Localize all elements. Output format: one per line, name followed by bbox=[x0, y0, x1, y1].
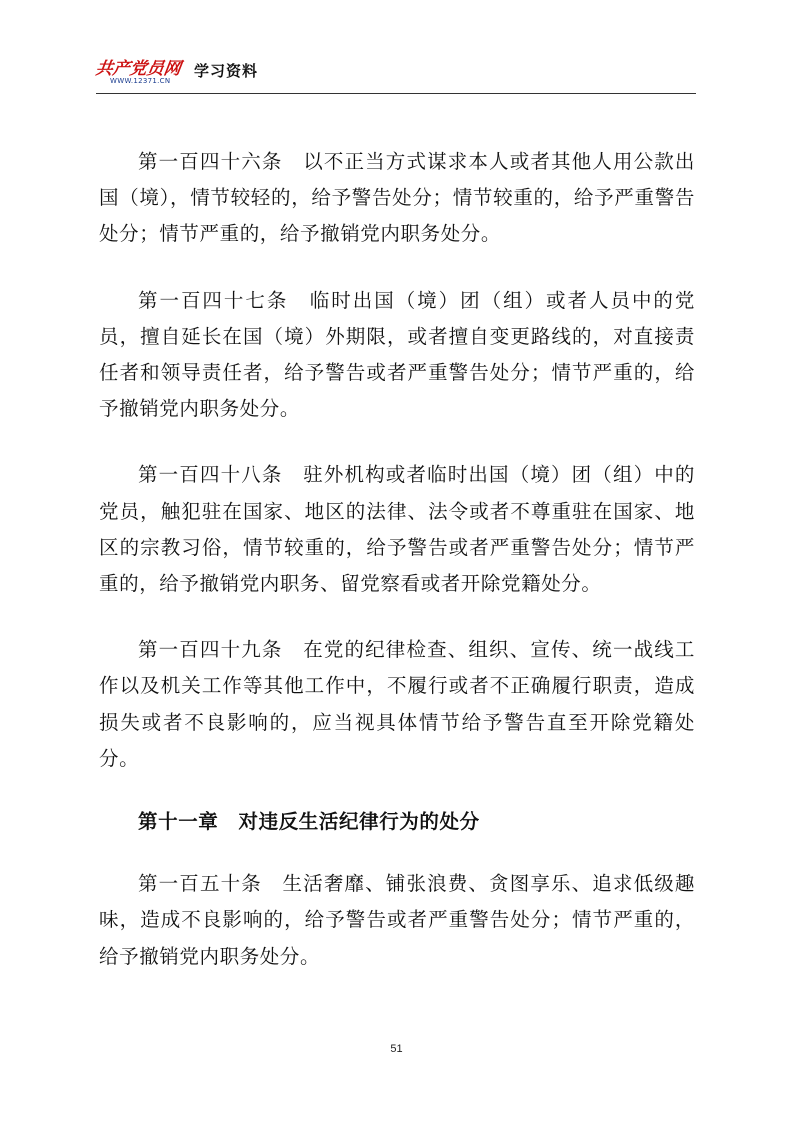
page-header bbox=[96, 54, 696, 96]
page-number: 51 bbox=[390, 1043, 403, 1055]
header-label: 学习资料 bbox=[194, 62, 259, 80]
logo-url: WWW.12371.CN bbox=[110, 77, 171, 85]
article-147: 第一百四十七条 临时出国（境）团（组）或者人员中的党员，擅自延长在国（境）外期限，或者擅自变更路线的，对直接责任者和领导责任者，给予警告或者严重警告处分；情节严重的，给予撤销党内职务处分。 bbox=[99, 288, 695, 421]
document-body bbox=[99, 144, 695, 975]
article-146: 第一百四十六条 以不正当方式谋求本人或者其他人用公款出国（境），情节较轻的，给予警告处分；情节较重的，给予严重警告处分；情节严重的，给予撤销党内职务处分。 bbox=[99, 150, 695, 246]
header-divider bbox=[96, 93, 696, 94]
chapter-heading: 第十一章 对违反生活纪律行为的处分 bbox=[138, 810, 480, 834]
logo-wordmark: 共产党员网 bbox=[94, 59, 183, 79]
site-logo bbox=[96, 54, 188, 92]
article-150: 第一百五十条 生活奢靡、铺张浪费、贪图享乐、追求低级趣味，造成不良影响的，给予警告或者严重警告处分；情节严重的，给予撤销党内职务处分。 bbox=[99, 872, 695, 968]
article-149: 第一百四十九条 在党的纪律检查、组织、宣传、统一战线工作以及机关工作等其他工作中，不履行或者不正确履行职责，造成损失或者不良影响的，应当视具体情节给予警告直至开除党籍处分。 bbox=[99, 638, 695, 770]
article-148: 第一百四十八条 驻外机构或者临时出国（境）团（组）中的党员，触犯驻在国家、地区的法律、法令或者不尊重驻在国家、地区的宗教习俗，情节较重的，给予警告或者严重警告处分；情节严重的，给予撤销党内职务、留党察看或者开除党籍处分。 bbox=[99, 463, 695, 596]
